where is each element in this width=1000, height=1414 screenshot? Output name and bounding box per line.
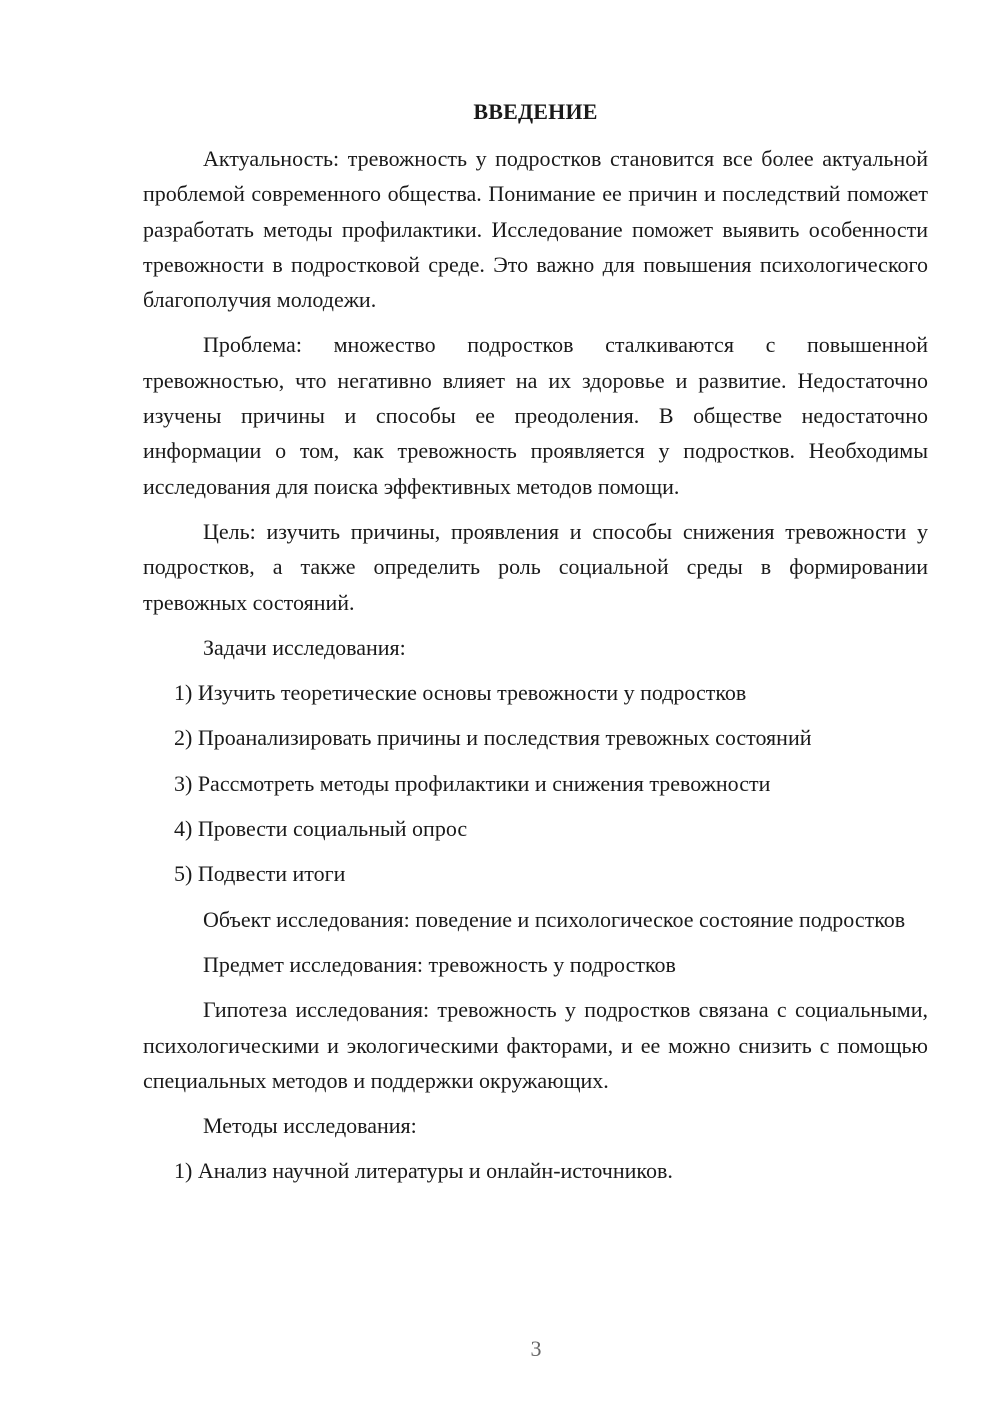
tasks-heading: Задачи исследования:	[203, 634, 406, 660]
goal-paragraph: Цель: изучить причины, проявления и способы снижения тревожности у подростков, а также определить роль социальной среды в формировании тревожных состояний.	[143, 518, 928, 615]
page-number: 3	[530, 1336, 542, 1361]
task-item-5: 5) Подвести итоги	[174, 861, 346, 887]
method-item-1: 1) Анализ научной литературы и онлайн-источников.	[174, 1158, 673, 1184]
page-title: ВВЕДЕНИЕ	[473, 99, 598, 124]
hypothesis-paragraph: Гипотеза исследования: тревожность у подростков связана с социальными, психологическими и экологическими факторами, и ее можно снизить с помощью специальных методов и поддержки окружающих.	[143, 997, 928, 1093]
page-content	[143, 94, 928, 1189]
problem-paragraph: Проблема: множество подростков сталкиваются с повышенной тревожностью, что негативно влияет на их здоровье и развитие. Недостаточно изучены причины и способы ее преодоления. В обществе недостаточно информации о том, как тревожность проявляется у подростков. Необходимы исследования для поиска эффективных методов помощи.	[143, 332, 928, 499]
task-item-3: 3) Рассмотреть методы профилактики и снижения тревожности	[174, 770, 771, 796]
task-item-1: 1) Изучить теоретические основы тревожности у подростков	[174, 680, 747, 706]
relevance-paragraph: Актуальность: тревожность у подростков становится все более актуальной проблемой современного общества. Понимание ее причин и последствий поможет разработать методы профилактики. Исследование поможет выявить особенности тревожности в подростковой среде. Это важно для повышения психологического благополучия молодежи.	[143, 146, 928, 313]
task-item-4: 4) Провести социальный опрос	[174, 816, 468, 842]
object-paragraph: Объект исследования: поведение и психологическое состояние подростков	[203, 906, 906, 932]
subject-paragraph: Предмет исследования: тревожность у подростков	[203, 951, 676, 977]
task-item-2: 2) Проанализировать причины и последствия тревожных состояний	[174, 725, 812, 751]
methods-heading: Методы исследования:	[203, 1113, 417, 1139]
